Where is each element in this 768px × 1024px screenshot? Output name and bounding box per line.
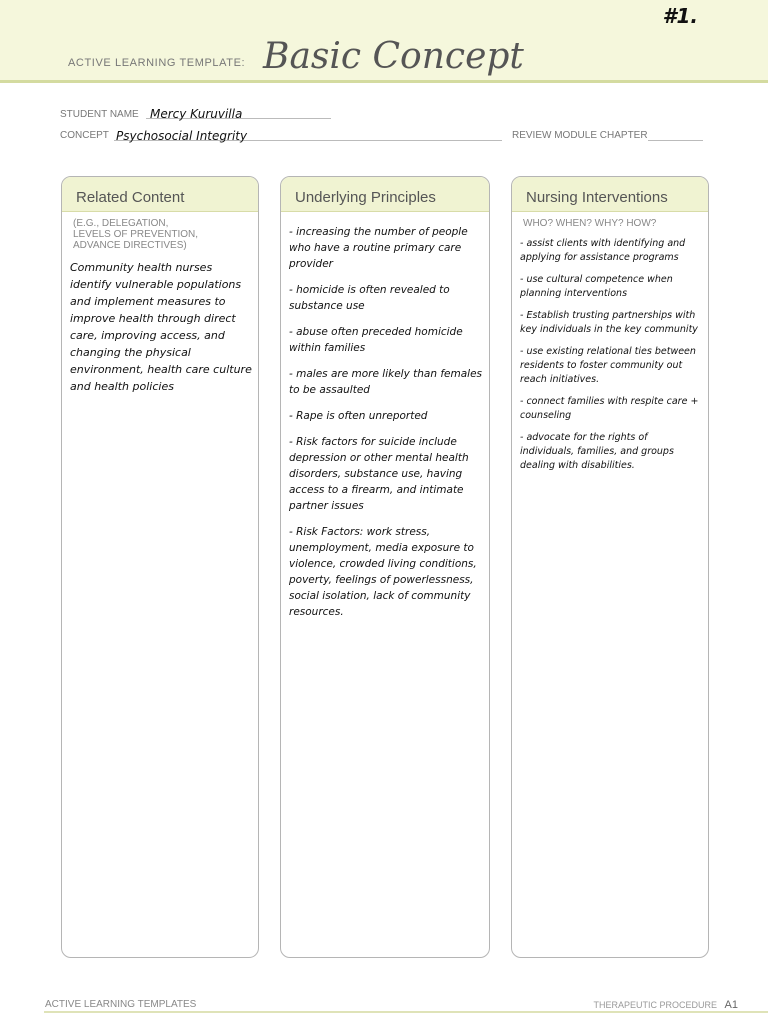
footer-divider (44, 1011, 768, 1013)
student-name-label: STUDENT NAME (60, 109, 139, 120)
nursing-interventions-title: Nursing Interventions (512, 177, 708, 212)
principle-item[interactable]: - increasing the number of people who have a routine primary care provider (289, 226, 472, 270)
principle-item[interactable]: - Risk factors for suicide include depression or other mental health disorders, substance use, having access to a firearm, and intimate partner issues (289, 436, 472, 512)
principle-item[interactable]: - abuse often preceded homicide within families (289, 326, 467, 354)
nursing-interventions-subtitle: WHO? WHEN? WHY? HOW? (523, 218, 657, 229)
principle-item[interactable]: - males are more likely than females to be assaulted (289, 368, 486, 396)
footer-left-label: ACTIVE LEARNING TEMPLATES (45, 999, 197, 1010)
template-title: Basic Concept (263, 36, 524, 77)
student-name-value[interactable]: Mercy Kuruvilla (150, 107, 243, 121)
template-header (0, 0, 768, 83)
intervention-item[interactable]: - use cultural competence when planning interventions (520, 274, 676, 299)
principle-item[interactable]: - Risk Factors: work stress, unemployment, media exposure to violence, crowded living conditions, poverty, feelings of powerlessness, social isolation, lack of community resources. (289, 526, 481, 618)
related-content-title: Related Content (62, 177, 258, 212)
intervention-item[interactable]: - connect families with respite care + counseling (520, 396, 702, 421)
related-content-text[interactable]: Community health nurses identify vulnerable populations and implement measures to improve health through direct care, improving access, and changing the physical environment, health care culture and health policies (70, 261, 256, 393)
intervention-item[interactable]: - Establish trusting partnerships with key individuals in the key community (520, 310, 699, 335)
review-module-line (648, 126, 703, 141)
review-module-label: REVIEW MODULE CHAPTER (512, 130, 648, 141)
underlying-principles-title: Underlying Principles (281, 177, 489, 212)
underlying-principles-panel (280, 176, 490, 958)
template-label: ACTIVE LEARNING TEMPLATE: (68, 57, 246, 69)
page-number: #1. (662, 4, 698, 28)
footer-procedure-label: THERAPEUTIC PROCEDURE (593, 1000, 718, 1010)
nursing-interventions-panel (511, 176, 709, 958)
footer-code: A1 (724, 999, 738, 1011)
related-content-panel (61, 176, 259, 958)
intervention-item[interactable]: - advocate for the rights of individuals, families, and groups dealing with disabilities. (520, 432, 677, 471)
principle-item[interactable]: - Rape is often unreported (289, 410, 428, 422)
concept-value[interactable]: Psychosocial Integrity (116, 129, 248, 143)
related-content-subtitle: (E.G., DELEGATION, LEVELS OF PREVENTION, ADVANCE DIRECTIVES) (73, 218, 199, 251)
intervention-item[interactable]: - assist clients with identifying and applying for assistance programs (520, 238, 689, 263)
principle-item[interactable]: - homicide is often revealed to substance use (289, 284, 454, 312)
footer-right (594, 999, 739, 1011)
concept-label: CONCEPT (60, 130, 109, 141)
intervention-item[interactable]: - use existing relational ties between residents to foster community out reach initiatives. (520, 346, 699, 385)
